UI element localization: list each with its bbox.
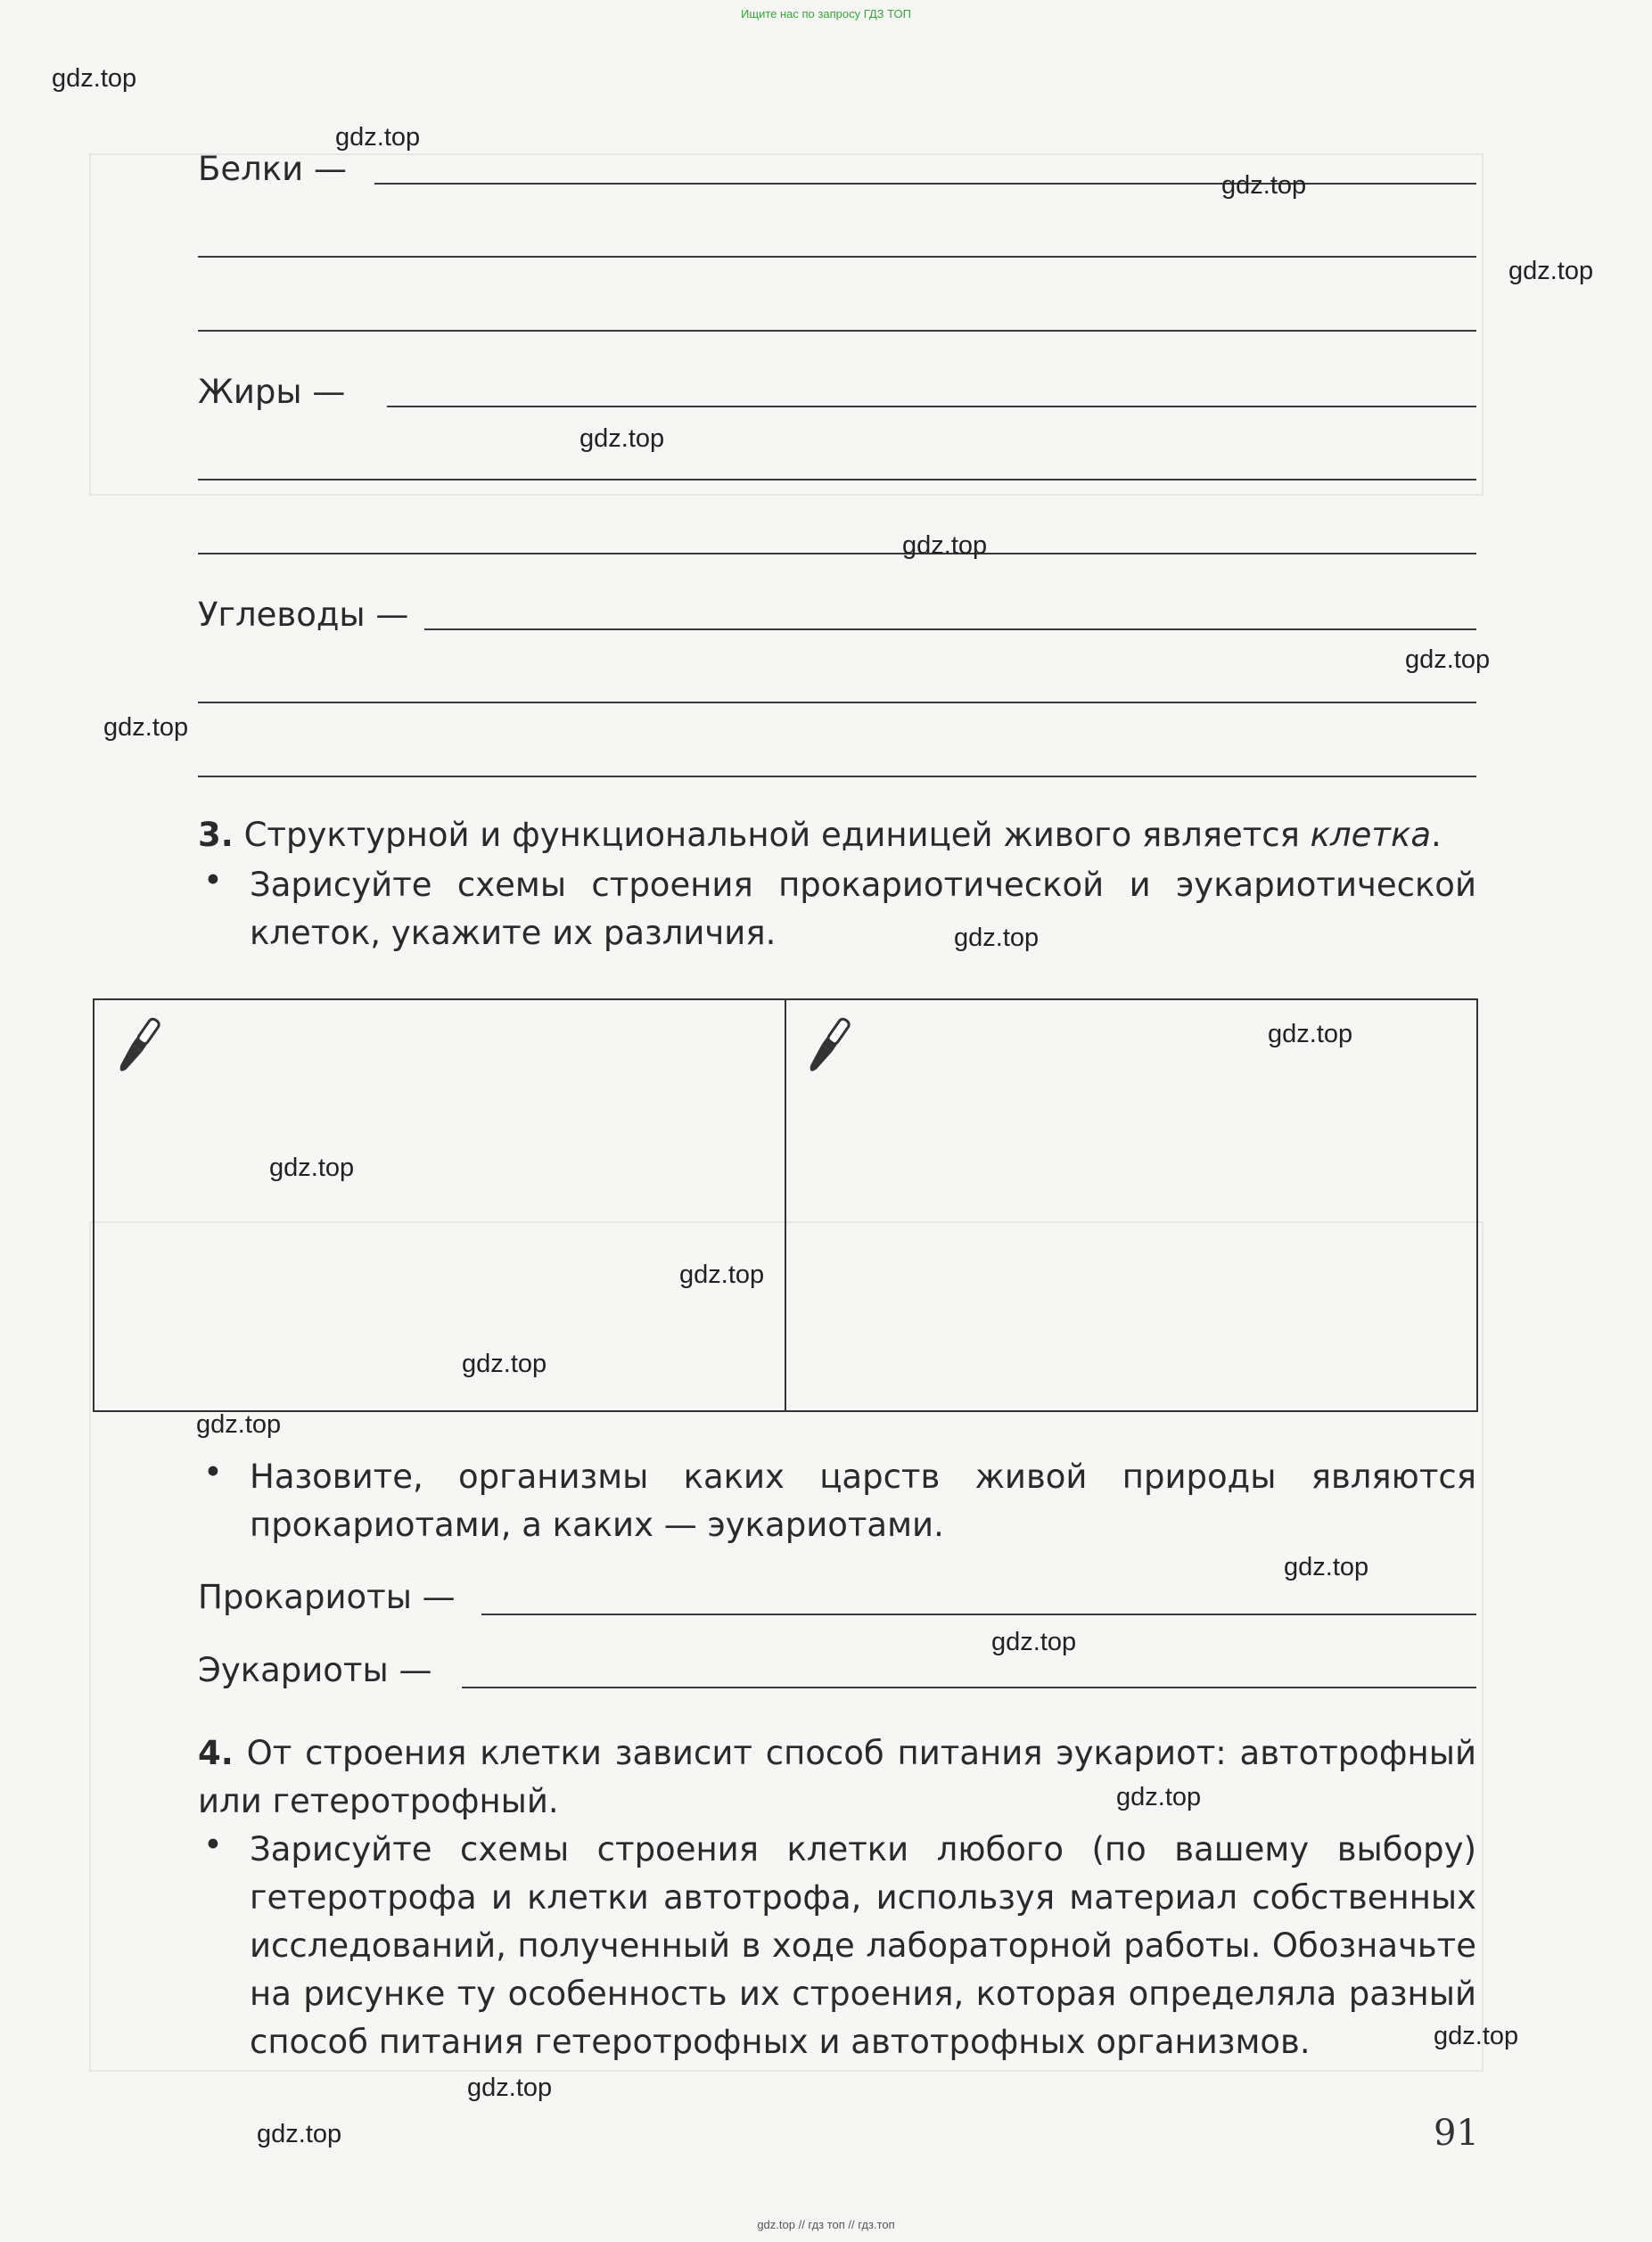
watermark: gdz.top: [1221, 171, 1307, 200]
bullet-marker: •: [203, 1453, 223, 1491]
answer-line[interactable]: [424, 628, 1476, 630]
answer-line[interactable]: [374, 183, 1476, 185]
answer-line[interactable]: [198, 330, 1476, 332]
task4-bullet: Зарисуйте схемы строения клетки любого (по вашему выбору) гетеротрофа и клетки автотрофа, используя материал собственных исследований, полученный в ходе лабораторной работы. Обозначьте на рисунке ту особенность их строения, которая определяла разный способ питания гетеротрофных и автотрофных организмов.: [250, 1830, 1476, 2061]
watermark: gdz.top: [467, 2074, 553, 2102]
task3-text: Структурной и функциональной единицей живого является: [243, 816, 1311, 854]
watermark: gdz.top: [579, 424, 665, 453]
eukaryotes-label: Эукариоты —: [198, 1651, 432, 1689]
watermark: gdz.top: [954, 924, 1040, 952]
drawing-cell-eukaryote[interactable]: [786, 1000, 1476, 1410]
brush-icon: [114, 1013, 160, 1082]
top-banner: Ищите нас по запросу ГДЗ ТОП: [741, 7, 911, 21]
watermark: gdz.top: [257, 2120, 342, 2148]
task4-heading: [198, 1729, 1476, 1826]
task3-heading: [198, 811, 1476, 859]
answer-line[interactable]: [198, 256, 1476, 258]
watermark: gdz.top: [1434, 2022, 1519, 2050]
watermark: gdz.top: [1116, 1783, 1202, 1811]
task3-bullet2: Назовите, организмы каких царств живой природы являются прокариотами, а каких — эукариотами.: [250, 1458, 1476, 1544]
answer-line[interactable]: [462, 1687, 1476, 1688]
fats-label: Жиры —: [198, 373, 346, 411]
watermark: gdz.top: [991, 1628, 1077, 1656]
watermark: gdz.top: [679, 1261, 765, 1289]
watermark: gdz.top: [1284, 1553, 1369, 1581]
show-through-table: [89, 153, 1484, 496]
watermark: gdz.top: [335, 123, 421, 152]
drawing-cell-prokaryote[interactable]: [95, 1000, 783, 1410]
brush-icon: [804, 1013, 851, 1082]
watermark: gdz.top: [269, 1154, 355, 1182]
bullet-marker: •: [203, 1826, 223, 1864]
answer-line[interactable]: [198, 702, 1476, 703]
watermark: gdz.top: [52, 64, 137, 93]
watermark: gdz.top: [196, 1410, 282, 1439]
answer-line[interactable]: [198, 776, 1476, 777]
answer-line[interactable]: [481, 1614, 1476, 1615]
task4-number: 4.: [198, 1734, 234, 1772]
page-number: 91: [1434, 2113, 1479, 2154]
task3-text-end: .: [1431, 816, 1442, 854]
task3-term: клетка: [1310, 816, 1432, 854]
watermark: gdz.top: [1405, 645, 1491, 674]
bullet-marker: •: [203, 861, 223, 899]
prokaryotes-label: Прокариоты —: [198, 1578, 456, 1616]
watermark: gdz.top: [1508, 257, 1594, 285]
proteins-label: Белки —: [198, 150, 347, 188]
answer-line[interactable]: [198, 479, 1476, 480]
watermark: gdz.top: [902, 531, 988, 560]
carbs-label: Углеводы —: [198, 595, 409, 634]
watermark: gdz.top: [103, 713, 189, 742]
answer-line[interactable]: [198, 553, 1476, 554]
task3-number: 3.: [198, 816, 234, 854]
task3-bullet1: Зарисуйте схемы строения прокариотической и эукариотической клеток, укажите их различия.: [250, 866, 1476, 952]
drawing-area: [93, 998, 1478, 1412]
task4-text: От строения клетки зависит способ питания эукариот: автотрофный или гетеротрофный.: [198, 1734, 1476, 1820]
watermark: gdz.top: [1268, 1020, 1353, 1048]
answer-line[interactable]: [387, 406, 1476, 407]
bottom-banner: gdz.top // гдз топ // гдз.топ: [757, 2218, 895, 2231]
watermark: gdz.top: [462, 1350, 547, 1378]
